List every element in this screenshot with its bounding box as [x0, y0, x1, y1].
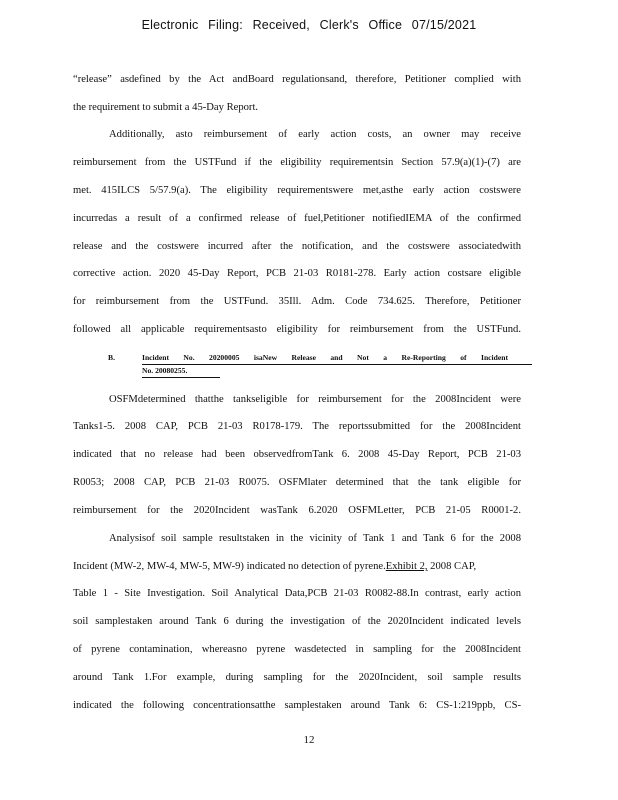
filing-header: Electronic Filing: Received, Clerk's Office 07/15/2021 — [141, 18, 477, 32]
section-heading-line1: Incident No. 20200005 isaNew Release and Not a Re-Reporting of Incident — [142, 353, 508, 362]
body-line: Table 1 - Site Investigation. Soil Analytical Data,PCB 21-03 R0082-88.In contrast, early action — [73, 588, 521, 599]
body-line: reimbursement from the USTFund if the eligibility requirementsin Section 57.9(a)(1)-(7) are — [73, 157, 521, 168]
body-line: indicated that no release had been observedfromTank 6. 2008 45-Day Report, PCB 21-03 — [73, 449, 521, 460]
body-line: the requirement to submit a 45-Day Report. — [73, 102, 259, 113]
section-heading-label: B. — [108, 353, 115, 362]
body-line: release and the costswere incurred after the notification, and the costswere associatedwith — [73, 241, 521, 252]
body-line: Analysisof soil sample resultstaken in the vicinity of Tank 1 and Tank 6 for the 2008 — [109, 533, 521, 544]
body-line: met. 415ILCS 5/57.9(a). The eligibility requirementswere met,asthe early action costswere — [73, 185, 521, 196]
body-line: reimbursement for the 2020Incident wasTank 6.2020 OSFMLetter, PCB 21-05 R0001-2. — [73, 505, 521, 516]
section-heading-line2: No. 20080255. — [142, 366, 188, 375]
body-line: R0053; 2008 CAP, PCB 21-03 R0075. OSFMlater determined that the tank eligible for — [73, 477, 521, 488]
body-line: “release” asdefined by the Act andBoard regulationsand, therefore, Petitioner complied with — [73, 74, 521, 85]
body-line: followed all applicable requirementsasto eligibility for reimbursement from the USTFund. — [73, 324, 521, 335]
section-heading-underline-2 — [142, 377, 220, 378]
body-line: for reimbursement from the USTFund. 35Ill. Adm. Code 734.625. Therefore, Petitioner — [73, 296, 521, 307]
body-line: OSFMdetermined thatthe tankseligible for reimbursement for the 2008Incident were — [109, 394, 521, 405]
body-line: incurredas a result of a confirmed release of fuel,Petitioner notifiedIEMA of the confirmed — [73, 213, 521, 224]
body-line: Additionally, asto reimbursement of early action costs, an owner may receive — [109, 129, 521, 140]
body-text: 2008 CAP, — [427, 561, 477, 572]
page-number: 12 — [303, 734, 315, 746]
body-line: around Tank 1.For example, during sampling for the 2020Incident, soil sample results — [73, 672, 521, 683]
body-text: Incident (MW-2, MW-4, MW-5, MW-9) indicated no detection of pyrene. — [73, 561, 386, 572]
body-line-with-exhibit — [73, 560, 521, 574]
body-line: indicated the following concentrationsatthe samplestaken around Tank 6: CS-1:219ppb, CS- — [73, 700, 521, 711]
section-heading-underline — [142, 364, 532, 365]
body-line: Tanks1-5. 2008 CAP, PCB 21-03 R0178-179. The reportssubmitted for the 2008Incident — [73, 421, 521, 432]
body-line: soil samplestaken around Tank 6 during the investigation of the 2020Incident indicated levels — [73, 616, 521, 627]
body-line: corrective action. 2020 45-Day Report, PCB 21-03 R0181-278. Early action costsare eligible — [73, 268, 521, 279]
body-line: of pyrene contamination, whereasno pyrene wasdetected in sampling for the 2008Incident — [73, 644, 521, 655]
exhibit-link[interactable]: Exhibit 2, — [385, 561, 428, 572]
